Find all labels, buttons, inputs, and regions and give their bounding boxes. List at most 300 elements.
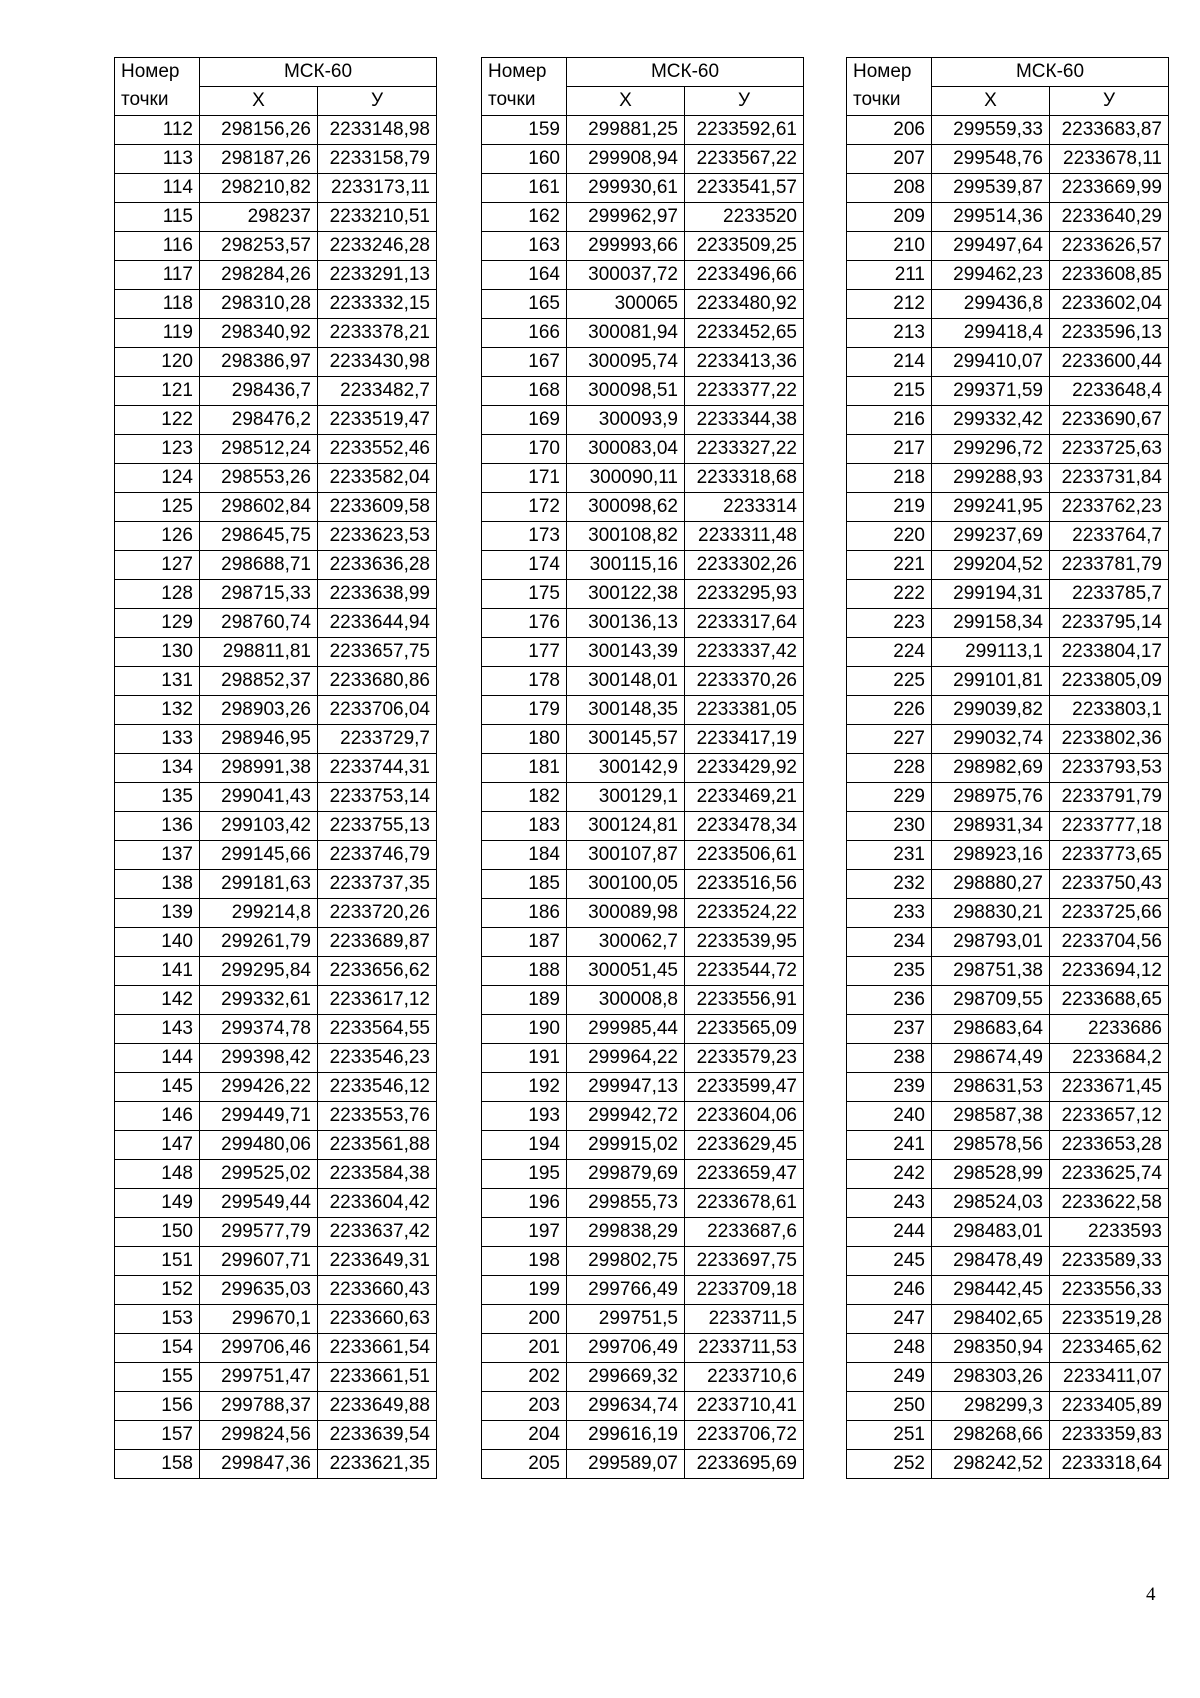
y-coordinate-cell: 2233795,14 xyxy=(1050,609,1169,638)
point-number-cell: 133 xyxy=(115,725,200,754)
y-coordinate-cell: 2233661,54 xyxy=(318,1334,437,1363)
x-coordinate-cell: 298156,26 xyxy=(200,116,318,145)
table-row xyxy=(115,812,437,841)
y-coordinate-cell: 2233657,75 xyxy=(318,638,437,667)
x-coordinate-cell: 300008,8 xyxy=(567,986,685,1015)
x-coordinate-cell: 298512,24 xyxy=(200,435,318,464)
x-coordinate-cell: 300089,98 xyxy=(567,899,685,928)
point-number-cell: 237 xyxy=(847,1015,932,1044)
table-row xyxy=(847,1363,1169,1392)
x-coordinate-cell: 299101,81 xyxy=(932,667,1050,696)
point-number-cell: 156 xyxy=(115,1392,200,1421)
table-row xyxy=(482,638,804,667)
y-coordinate-cell: 2233430,98 xyxy=(318,348,437,377)
table-row xyxy=(115,580,437,609)
x-coordinate-cell: 298631,53 xyxy=(932,1073,1050,1102)
y-coordinate-cell: 2233524,22 xyxy=(685,899,804,928)
y-coordinate-cell: 2233656,62 xyxy=(318,957,437,986)
point-number-cell: 115 xyxy=(115,203,200,232)
table-row xyxy=(847,725,1169,754)
table-row xyxy=(482,754,804,783)
y-coordinate-cell: 2233762,23 xyxy=(1050,493,1169,522)
table-row xyxy=(115,986,437,1015)
y-coordinate-cell: 2233781,79 xyxy=(1050,551,1169,580)
y-coordinate-cell: 2233637,42 xyxy=(318,1218,437,1247)
x-coordinate-cell: 298946,95 xyxy=(200,725,318,754)
y-coordinate-cell: 2233593 xyxy=(1050,1218,1169,1247)
point-number-cell: 218 xyxy=(847,464,932,493)
x-coordinate-cell: 299847,36 xyxy=(200,1450,318,1479)
x-coordinate-cell: 299908,94 xyxy=(567,145,685,174)
y-coordinate-cell: 2233519,47 xyxy=(318,406,437,435)
y-coordinate-cell: 2233746,79 xyxy=(318,841,437,870)
x-coordinate-cell: 299480,06 xyxy=(200,1131,318,1160)
x-coordinate-cell: 298751,38 xyxy=(932,957,1050,986)
table-row xyxy=(115,1102,437,1131)
table-row xyxy=(482,783,804,812)
x-coordinate-cell: 300148,01 xyxy=(567,667,685,696)
y-coordinate-cell: 2233725,66 xyxy=(1050,899,1169,928)
table-row xyxy=(847,1102,1169,1131)
point-number-cell: 238 xyxy=(847,1044,932,1073)
table-row xyxy=(482,841,804,870)
table-row xyxy=(482,522,804,551)
y-coordinate-cell: 2233546,23 xyxy=(318,1044,437,1073)
y-coordinate-cell: 2233720,26 xyxy=(318,899,437,928)
x-coordinate-cell: 298284,26 xyxy=(200,261,318,290)
y-coordinate-cell: 2233711,53 xyxy=(685,1334,804,1363)
table-row xyxy=(847,1189,1169,1218)
table-row xyxy=(847,1218,1169,1247)
point-number-cell: 235 xyxy=(847,957,932,986)
table-row xyxy=(847,377,1169,406)
x-coordinate-cell: 299426,22 xyxy=(200,1073,318,1102)
y-coordinate-cell: 2233482,7 xyxy=(318,377,437,406)
point-number-cell: 176 xyxy=(482,609,567,638)
x-coordinate-cell: 298442,45 xyxy=(932,1276,1050,1305)
y-coordinate-cell: 2233661,51 xyxy=(318,1363,437,1392)
x-coordinate-cell: 298340,92 xyxy=(200,319,318,348)
x-coordinate-cell: 298476,2 xyxy=(200,406,318,435)
header-y: У xyxy=(318,87,437,116)
point-number-cell: 160 xyxy=(482,145,567,174)
x-coordinate-cell: 298645,75 xyxy=(200,522,318,551)
point-number-cell: 166 xyxy=(482,319,567,348)
point-number-cell: 210 xyxy=(847,232,932,261)
point-number-cell: 239 xyxy=(847,1073,932,1102)
table-row xyxy=(482,899,804,928)
y-coordinate-cell: 2233516,56 xyxy=(685,870,804,899)
y-coordinate-cell: 2233565,09 xyxy=(685,1015,804,1044)
table-row xyxy=(115,696,437,725)
y-coordinate-cell: 2233584,38 xyxy=(318,1160,437,1189)
y-coordinate-cell: 2233660,63 xyxy=(318,1305,437,1334)
table-row xyxy=(847,145,1169,174)
point-number-cell: 232 xyxy=(847,870,932,899)
point-number-cell: 228 xyxy=(847,754,932,783)
point-number-cell: 245 xyxy=(847,1247,932,1276)
table-row xyxy=(482,609,804,638)
table-row xyxy=(847,696,1169,725)
point-number-cell: 159 xyxy=(482,116,567,145)
table-row xyxy=(115,464,437,493)
point-number-cell: 140 xyxy=(115,928,200,957)
table-row xyxy=(482,174,804,203)
table-row xyxy=(115,1334,437,1363)
x-coordinate-cell: 299577,79 xyxy=(200,1218,318,1247)
point-number-cell: 251 xyxy=(847,1421,932,1450)
x-coordinate-cell: 299041,43 xyxy=(200,783,318,812)
table-row xyxy=(847,348,1169,377)
y-coordinate-cell: 2233480,92 xyxy=(685,290,804,319)
x-coordinate-cell: 299879,69 xyxy=(567,1160,685,1189)
point-number-cell: 152 xyxy=(115,1276,200,1305)
point-number-cell: 193 xyxy=(482,1102,567,1131)
x-coordinate-cell: 298187,26 xyxy=(200,145,318,174)
table-row xyxy=(482,1073,804,1102)
point-number-cell: 191 xyxy=(482,1044,567,1073)
point-number-cell: 180 xyxy=(482,725,567,754)
y-coordinate-cell: 2233553,76 xyxy=(318,1102,437,1131)
table-row xyxy=(482,261,804,290)
x-coordinate-cell: 300129,1 xyxy=(567,783,685,812)
y-coordinate-cell: 2233636,28 xyxy=(318,551,437,580)
x-coordinate-cell: 299181,63 xyxy=(200,870,318,899)
y-coordinate-cell: 2233604,42 xyxy=(318,1189,437,1218)
y-coordinate-cell: 2233764,7 xyxy=(1050,522,1169,551)
x-coordinate-cell: 299525,02 xyxy=(200,1160,318,1189)
x-coordinate-cell: 299332,42 xyxy=(932,406,1050,435)
header-coordinate-system: МСК-60 xyxy=(567,58,804,87)
x-coordinate-cell: 300083,04 xyxy=(567,435,685,464)
x-coordinate-cell: 299751,5 xyxy=(567,1305,685,1334)
point-number-cell: 150 xyxy=(115,1218,200,1247)
point-number-cell: 195 xyxy=(482,1160,567,1189)
point-number-cell: 201 xyxy=(482,1334,567,1363)
table-row xyxy=(115,145,437,174)
x-coordinate-cell: 298793,01 xyxy=(932,928,1050,957)
table-row xyxy=(482,1363,804,1392)
point-number-cell: 223 xyxy=(847,609,932,638)
y-coordinate-cell: 2233378,21 xyxy=(318,319,437,348)
point-number-cell: 125 xyxy=(115,493,200,522)
point-number-cell: 144 xyxy=(115,1044,200,1073)
point-number-cell: 225 xyxy=(847,667,932,696)
x-coordinate-cell: 298830,21 xyxy=(932,899,1050,928)
y-coordinate-cell: 2233405,89 xyxy=(1050,1392,1169,1421)
table-row xyxy=(482,1276,804,1305)
table-row xyxy=(847,609,1169,638)
y-coordinate-cell: 2233596,13 xyxy=(1050,319,1169,348)
y-coordinate-cell: 2233314 xyxy=(685,493,804,522)
table-row xyxy=(115,203,437,232)
x-coordinate-cell: 299962,97 xyxy=(567,203,685,232)
x-coordinate-cell: 299930,61 xyxy=(567,174,685,203)
x-coordinate-cell: 300095,74 xyxy=(567,348,685,377)
x-coordinate-cell: 298982,69 xyxy=(932,754,1050,783)
point-number-cell: 231 xyxy=(847,841,932,870)
point-number-cell: 250 xyxy=(847,1392,932,1421)
point-number-cell: 216 xyxy=(847,406,932,435)
y-coordinate-cell: 2233370,26 xyxy=(685,667,804,696)
table-row xyxy=(482,580,804,609)
x-coordinate-cell: 299838,29 xyxy=(567,1218,685,1247)
table-row xyxy=(482,1305,804,1334)
point-number-cell: 136 xyxy=(115,812,200,841)
x-coordinate-cell: 298303,26 xyxy=(932,1363,1050,1392)
x-coordinate-cell: 299706,49 xyxy=(567,1334,685,1363)
x-coordinate-cell: 300107,87 xyxy=(567,841,685,870)
point-number-cell: 179 xyxy=(482,696,567,725)
table-row xyxy=(847,1160,1169,1189)
point-number-cell: 161 xyxy=(482,174,567,203)
table-row xyxy=(847,116,1169,145)
table-row xyxy=(482,1450,804,1479)
y-coordinate-cell: 2233803,1 xyxy=(1050,696,1169,725)
x-coordinate-cell: 298760,74 xyxy=(200,609,318,638)
y-coordinate-cell: 2233793,53 xyxy=(1050,754,1169,783)
x-coordinate-cell: 298524,03 xyxy=(932,1189,1050,1218)
y-coordinate-cell: 2233556,91 xyxy=(685,986,804,1015)
point-number-cell: 226 xyxy=(847,696,932,725)
table-row xyxy=(482,406,804,435)
table-row xyxy=(847,290,1169,319)
header-point-number: Номер точки xyxy=(847,58,932,116)
x-coordinate-cell: 299616,19 xyxy=(567,1421,685,1450)
point-number-cell: 188 xyxy=(482,957,567,986)
x-coordinate-cell: 299145,66 xyxy=(200,841,318,870)
table-row xyxy=(482,348,804,377)
x-coordinate-cell: 300098,51 xyxy=(567,377,685,406)
point-number-cell: 142 xyxy=(115,986,200,1015)
table-row xyxy=(115,667,437,696)
point-number-cell: 215 xyxy=(847,377,932,406)
y-coordinate-cell: 2233622,58 xyxy=(1050,1189,1169,1218)
y-coordinate-cell: 2233509,25 xyxy=(685,232,804,261)
header-coordinate-system: МСК-60 xyxy=(200,58,437,87)
y-coordinate-cell: 2233344,38 xyxy=(685,406,804,435)
table-row xyxy=(115,783,437,812)
y-coordinate-cell: 2233660,43 xyxy=(318,1276,437,1305)
y-coordinate-cell: 2233690,67 xyxy=(1050,406,1169,435)
table-row xyxy=(847,870,1169,899)
y-coordinate-cell: 2233684,2 xyxy=(1050,1044,1169,1073)
y-coordinate-cell: 2233689,87 xyxy=(318,928,437,957)
point-number-cell: 186 xyxy=(482,899,567,928)
point-number-cell: 194 xyxy=(482,1131,567,1160)
coordinate-table-3 xyxy=(846,57,1169,1479)
point-number-cell: 118 xyxy=(115,290,200,319)
x-coordinate-cell: 299288,93 xyxy=(932,464,1050,493)
table-row xyxy=(482,290,804,319)
x-coordinate-cell: 299549,44 xyxy=(200,1189,318,1218)
table-row xyxy=(115,899,437,928)
y-coordinate-cell: 2233623,53 xyxy=(318,522,437,551)
table-row xyxy=(482,1131,804,1160)
point-number-cell: 145 xyxy=(115,1073,200,1102)
y-coordinate-cell: 2233671,45 xyxy=(1050,1073,1169,1102)
y-coordinate-cell: 2233579,23 xyxy=(685,1044,804,1073)
point-number-cell: 204 xyxy=(482,1421,567,1450)
table-row xyxy=(482,1421,804,1450)
point-number-cell: 177 xyxy=(482,638,567,667)
x-coordinate-cell: 299706,46 xyxy=(200,1334,318,1363)
point-number-cell: 213 xyxy=(847,319,932,348)
x-coordinate-cell: 299113,1 xyxy=(932,638,1050,667)
table-row xyxy=(482,232,804,261)
x-coordinate-cell: 299418,4 xyxy=(932,319,1050,348)
point-number-cell: 244 xyxy=(847,1218,932,1247)
x-coordinate-cell: 299548,76 xyxy=(932,145,1050,174)
y-coordinate-cell: 2233653,28 xyxy=(1050,1131,1169,1160)
table-row xyxy=(482,928,804,957)
table-row xyxy=(115,493,437,522)
x-coordinate-cell: 299261,79 xyxy=(200,928,318,957)
x-coordinate-cell: 299158,34 xyxy=(932,609,1050,638)
point-number-cell: 214 xyxy=(847,348,932,377)
point-number-cell: 122 xyxy=(115,406,200,435)
table-row xyxy=(482,1160,804,1189)
table-row xyxy=(115,1305,437,1334)
point-number-cell: 129 xyxy=(115,609,200,638)
y-coordinate-cell: 2233602,04 xyxy=(1050,290,1169,319)
point-number-cell: 249 xyxy=(847,1363,932,1392)
x-coordinate-cell: 298903,26 xyxy=(200,696,318,725)
y-coordinate-cell: 2233317,64 xyxy=(685,609,804,638)
table-row xyxy=(847,1392,1169,1421)
y-coordinate-cell: 2233592,61 xyxy=(685,116,804,145)
table-row xyxy=(115,1450,437,1479)
header-x: Х xyxy=(567,87,685,116)
y-coordinate-cell: 2233381,05 xyxy=(685,696,804,725)
point-number-cell: 169 xyxy=(482,406,567,435)
y-coordinate-cell: 2233706,04 xyxy=(318,696,437,725)
x-coordinate-cell: 300122,38 xyxy=(567,580,685,609)
header-y: У xyxy=(1050,87,1169,116)
table-row xyxy=(115,1160,437,1189)
y-coordinate-cell: 2233804,17 xyxy=(1050,638,1169,667)
table-row xyxy=(847,406,1169,435)
point-number-cell: 149 xyxy=(115,1189,200,1218)
y-coordinate-cell: 2233791,79 xyxy=(1050,783,1169,812)
y-coordinate-cell: 2233158,79 xyxy=(318,145,437,174)
x-coordinate-cell: 299802,75 xyxy=(567,1247,685,1276)
point-number-cell: 175 xyxy=(482,580,567,609)
point-number-cell: 135 xyxy=(115,783,200,812)
point-number-cell: 197 xyxy=(482,1218,567,1247)
point-number-cell: 119 xyxy=(115,319,200,348)
point-number-cell: 131 xyxy=(115,667,200,696)
point-number-cell: 189 xyxy=(482,986,567,1015)
x-coordinate-cell: 300124,81 xyxy=(567,812,685,841)
y-coordinate-cell: 2233678,11 xyxy=(1050,145,1169,174)
table-row xyxy=(847,1247,1169,1276)
point-number-cell: 153 xyxy=(115,1305,200,1334)
point-number-cell: 246 xyxy=(847,1276,932,1305)
x-coordinate-cell: 298402,65 xyxy=(932,1305,1050,1334)
table-row xyxy=(847,812,1169,841)
y-coordinate-cell: 2233561,88 xyxy=(318,1131,437,1160)
x-coordinate-cell: 299241,95 xyxy=(932,493,1050,522)
x-coordinate-cell: 299559,33 xyxy=(932,116,1050,145)
x-coordinate-cell: 298578,56 xyxy=(932,1131,1050,1160)
point-number-cell: 120 xyxy=(115,348,200,377)
point-number-cell: 236 xyxy=(847,986,932,1015)
point-number-cell: 200 xyxy=(482,1305,567,1334)
y-coordinate-cell: 2233649,88 xyxy=(318,1392,437,1421)
table-row xyxy=(847,580,1169,609)
x-coordinate-cell: 299634,74 xyxy=(567,1392,685,1421)
point-number-cell: 220 xyxy=(847,522,932,551)
table-row xyxy=(847,261,1169,290)
point-number-cell: 168 xyxy=(482,377,567,406)
table-row xyxy=(482,435,804,464)
x-coordinate-cell: 300037,72 xyxy=(567,261,685,290)
header-point-number: Номер точки xyxy=(115,58,200,116)
point-number-cell: 248 xyxy=(847,1334,932,1363)
x-coordinate-cell: 299589,07 xyxy=(567,1450,685,1479)
table-row xyxy=(115,1363,437,1392)
point-number-cell: 203 xyxy=(482,1392,567,1421)
point-number-cell: 190 xyxy=(482,1015,567,1044)
y-coordinate-cell: 2233629,45 xyxy=(685,1131,804,1160)
y-coordinate-cell: 2233731,84 xyxy=(1050,464,1169,493)
coordinate-table-1 xyxy=(114,57,437,1479)
y-coordinate-cell: 2233609,58 xyxy=(318,493,437,522)
point-number-cell: 243 xyxy=(847,1189,932,1218)
table-row xyxy=(847,1305,1169,1334)
table-row xyxy=(115,261,437,290)
y-coordinate-cell: 2233552,46 xyxy=(318,435,437,464)
y-coordinate-cell: 2233683,87 xyxy=(1050,116,1169,145)
table-row xyxy=(847,232,1169,261)
x-coordinate-cell: 299410,07 xyxy=(932,348,1050,377)
table-row xyxy=(115,841,437,870)
table-row xyxy=(847,1044,1169,1073)
table-row xyxy=(847,319,1169,348)
x-coordinate-cell: 299032,74 xyxy=(932,725,1050,754)
table-body xyxy=(847,116,1169,1479)
y-coordinate-cell: 2233506,61 xyxy=(685,841,804,870)
point-number-cell: 224 xyxy=(847,638,932,667)
y-coordinate-cell: 2233318,64 xyxy=(1050,1450,1169,1479)
table-row xyxy=(847,1073,1169,1102)
y-coordinate-cell: 2233625,74 xyxy=(1050,1160,1169,1189)
y-coordinate-cell: 2233318,68 xyxy=(685,464,804,493)
x-coordinate-cell: 299788,37 xyxy=(200,1392,318,1421)
point-number-cell: 227 xyxy=(847,725,932,754)
table-row xyxy=(115,1131,437,1160)
x-coordinate-cell: 298674,49 xyxy=(932,1044,1050,1073)
point-number-cell: 240 xyxy=(847,1102,932,1131)
point-number-cell: 171 xyxy=(482,464,567,493)
x-coordinate-cell: 300093,9 xyxy=(567,406,685,435)
table-row xyxy=(115,1015,437,1044)
y-coordinate-cell: 2233291,13 xyxy=(318,261,437,290)
x-coordinate-cell: 298483,01 xyxy=(932,1218,1050,1247)
x-coordinate-cell: 298299,3 xyxy=(932,1392,1050,1421)
y-coordinate-cell: 2233541,57 xyxy=(685,174,804,203)
table-row xyxy=(482,1334,804,1363)
y-coordinate-cell: 2233710,41 xyxy=(685,1392,804,1421)
point-number-cell: 134 xyxy=(115,754,200,783)
y-coordinate-cell: 2233411,07 xyxy=(1050,1363,1169,1392)
y-coordinate-cell: 2233148,98 xyxy=(318,116,437,145)
x-coordinate-cell: 298683,64 xyxy=(932,1015,1050,1044)
point-number-cell: 114 xyxy=(115,174,200,203)
table-row xyxy=(115,928,437,957)
table-row xyxy=(115,1421,437,1450)
